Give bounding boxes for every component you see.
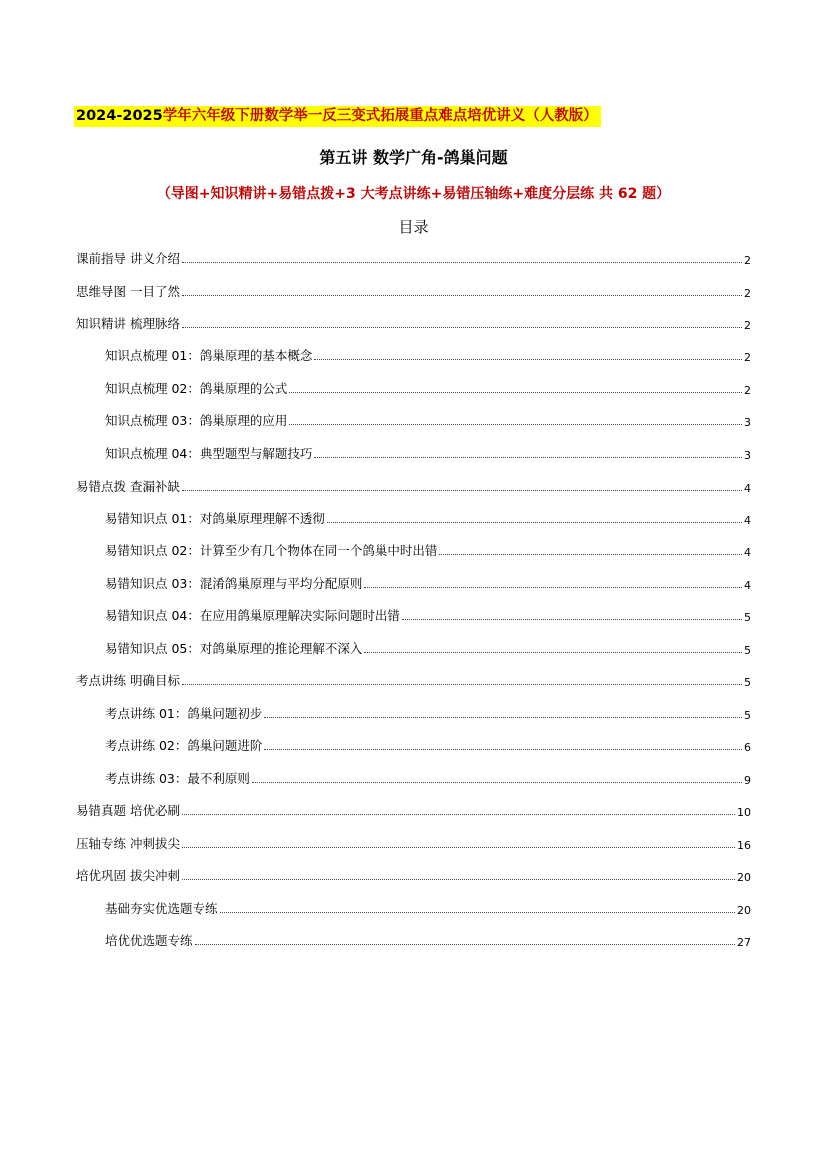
toc-subentry[interactable]	[105, 509, 751, 527]
toc-entry-page: 3	[744, 449, 751, 462]
toc-entry-page: 16	[737, 839, 751, 852]
toc-heading: 目录	[398, 218, 429, 236]
toc-entry-page: 5	[744, 611, 751, 624]
toc-subentry[interactable]	[105, 769, 751, 787]
toc-entry-label: 考点讲练 03：最不利原则	[105, 771, 250, 786]
toc-entry-label: 压轴专练 冲刺拔尖	[76, 836, 180, 851]
toc-subentry[interactable]	[105, 346, 751, 364]
toc-subentry[interactable]	[105, 574, 751, 592]
toc-entry-page: 20	[737, 871, 751, 884]
toc-entry-label: 考点讲练 01：鸽巢问题初步	[105, 706, 263, 721]
toc-entry-label: 易错知识点 04：在应用鸽巢原理解决实际问题时出错	[105, 608, 400, 623]
dot-leader	[314, 359, 742, 360]
lecture-subtitle: （导图+知识精讲+易错点拨+3 大考点讲练+易错压轴练+难度分层练 共 62 题）	[156, 186, 671, 202]
toc-entry-label: 知识点梳理 02：鸽巢原理的公式	[105, 381, 288, 396]
toc-entry-label: 课前指导 讲义介绍	[76, 251, 180, 266]
toc-entry-label: 基础夯实优选题专练	[105, 901, 218, 916]
dot-leader	[364, 652, 742, 653]
toc-entry-page: 4	[744, 514, 751, 527]
toc-entry[interactable]	[76, 834, 751, 852]
toc-subentry[interactable]	[105, 379, 751, 397]
dot-leader	[439, 554, 742, 555]
toc-entry-page: 10	[737, 806, 751, 819]
dot-leader	[264, 749, 742, 750]
dot-leader	[182, 327, 742, 328]
dot-leader	[264, 717, 742, 718]
dot-leader	[327, 522, 742, 523]
toc-entry[interactable]	[76, 801, 751, 819]
toc-entry[interactable]	[76, 249, 751, 267]
toc-entry-page: 2	[744, 319, 751, 332]
toc-entry-label: 易错知识点 01：对鸽巢原理理解不透彻	[105, 511, 325, 526]
lecture-title: 第五讲 数学广角-鸽巢问题	[319, 148, 508, 167]
toc-entry-page: 2	[744, 351, 751, 364]
toc-subentry[interactable]	[105, 639, 751, 657]
toc-entry-label: 思维导图 一目了然	[76, 284, 180, 299]
dot-leader	[402, 619, 742, 620]
toc-entry-page: 5	[744, 676, 751, 689]
series-banner	[74, 106, 601, 127]
toc-entry-label: 考点讲练 02：鸽巢问题进阶	[105, 738, 263, 753]
toc-entry-page: 5	[744, 709, 751, 722]
toc-subentry[interactable]	[105, 541, 751, 559]
toc-entry-page: 4	[744, 579, 751, 592]
dot-leader	[252, 782, 742, 783]
toc-entry[interactable]	[76, 671, 751, 689]
toc-subentry[interactable]	[105, 411, 751, 429]
toc-entry-page: 5	[744, 644, 751, 657]
dot-leader	[182, 879, 735, 880]
toc-entry-page: 2	[744, 287, 751, 300]
toc-entry[interactable]	[76, 314, 751, 332]
toc-entry-label: 考点讲练 明确目标	[76, 673, 180, 688]
toc-entry-label: 易错点拨 查漏补缺	[76, 479, 180, 494]
toc-subentry[interactable]	[105, 736, 751, 754]
toc-subentry[interactable]	[105, 444, 751, 462]
toc-entry-page: 27	[737, 936, 751, 949]
toc-entry-page: 4	[744, 546, 751, 559]
dot-leader	[182, 814, 735, 815]
dot-leader	[364, 587, 742, 588]
toc-entry-label: 知识点梳理 03：鸽巢原理的应用	[105, 413, 288, 428]
dot-leader	[182, 684, 742, 685]
year-range: 2024-2025	[76, 108, 163, 124]
toc-subentry[interactable]	[105, 704, 751, 722]
toc-entry-label: 易错真题 培优必刷	[76, 803, 180, 818]
dot-leader	[220, 912, 735, 913]
toc-entry[interactable]	[76, 282, 751, 300]
toc-entry-page: 2	[744, 254, 751, 267]
toc-entry-label: 易错知识点 02：计算至少有几个物体在同一个鸽巢中时出错	[105, 543, 438, 558]
toc-entry-label: 知识点梳理 04：典型题型与解题技巧	[105, 446, 313, 461]
dot-leader	[182, 295, 742, 296]
toc-entry-label: 知识点梳理 01：鸽巢原理的基本概念	[105, 348, 313, 363]
dot-leader	[182, 262, 742, 263]
toc-entry-label: 易错知识点 05：对鸽巢原理的推论理解不深入	[105, 641, 363, 656]
series-title: 学年六年级下册数学举一反三变式拓展重点难点培优讲义（人教版）	[162, 108, 598, 124]
toc-entry-page: 20	[737, 904, 751, 917]
toc-entry[interactable]	[76, 866, 751, 884]
dot-leader	[314, 457, 742, 458]
dot-leader	[182, 490, 742, 491]
toc-entry-page: 6	[744, 741, 751, 754]
toc-subentry[interactable]	[105, 606, 751, 624]
toc-entry-label: 易错知识点 03：混淆鸽巢原理与平均分配原则	[105, 576, 363, 591]
dot-leader	[289, 424, 742, 425]
toc-entry-label: 培优巩固 拔尖冲刺	[76, 868, 180, 883]
toc-entry-page: 4	[744, 482, 751, 495]
toc-subentry[interactable]	[105, 931, 751, 949]
toc-entry-page: 2	[744, 384, 751, 397]
toc-entry-page: 3	[744, 416, 751, 429]
toc-subentry[interactable]	[105, 899, 751, 917]
toc-entry-label: 知识精讲 梳理脉络	[76, 316, 180, 331]
dot-leader	[182, 847, 735, 848]
toc-entry-label: 培优优选题专练	[105, 933, 193, 948]
toc-entry-page: 9	[744, 774, 751, 787]
dot-leader	[289, 392, 742, 393]
dot-leader	[195, 944, 735, 945]
toc-entry[interactable]	[76, 477, 751, 495]
